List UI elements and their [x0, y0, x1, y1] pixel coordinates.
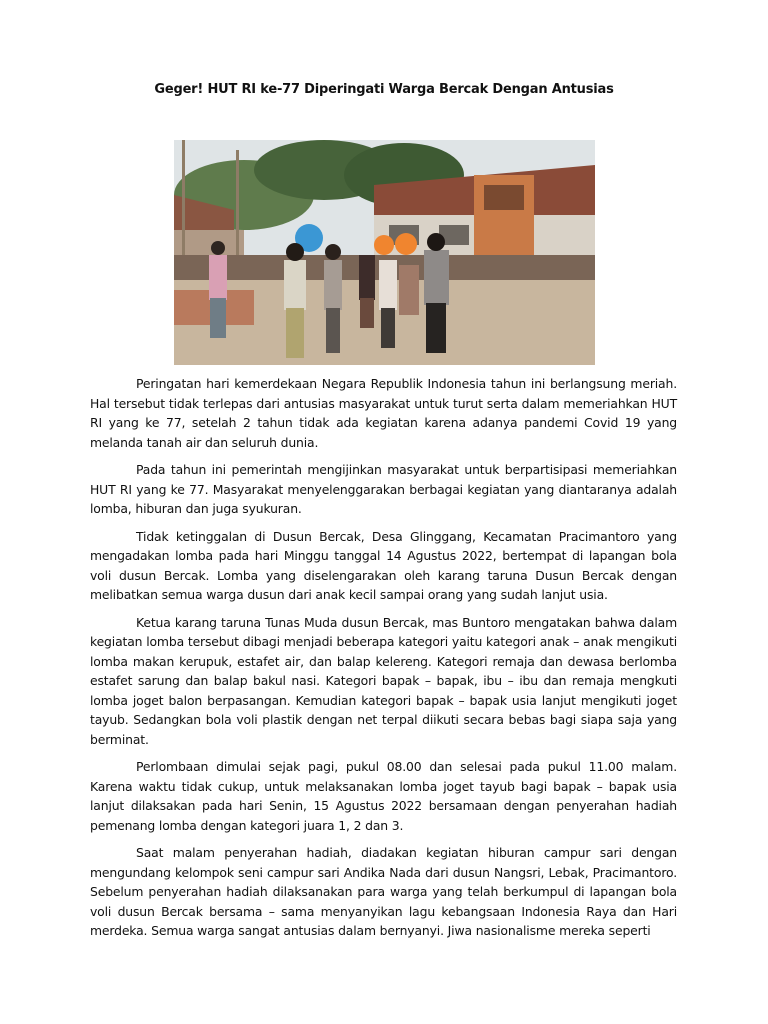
- paragraph-4: Ketua karang taruna Tunas Muda dusun Bercak, mas Buntoro mengatakan bahwa dalam kegiatan lomba tersebut dibagi menjadi beberapa kategori yaitu kategori anak – anak mengikuti lomba makan kerupuk, estafet air, dan balap kelereng. Kategori remaja dan dewasa berlomba estafet sarung dan balap bakul nasi. Kategori bapak – bapak, ibu – ibu dan remaja mengkuti lomba joget balon berpasangan. Kemudian kategori bapak – bapak usia lanjut mengikuti joget tayub. Sedangkan bola voli plastik dengan net terpal diikuti secara bebas bagi siapa saja yang berminat.: [90, 614, 677, 747]
- paragraph-6: Saat malam penyerahan hadiah, diadakan kegiatan hiburan campur sari dengan mengundang kelompok seni campur sari Andika Nada dari dusun Nangsri, Lebak, Pracimantoro. Sebelum penyerahan hadiah dilaksanakan para warga yang telah berkumpul di lapangan bola voli dusun Bercak bersama – sama menyanyikan lagu kebangsaan Indonesia Raya dan Hari merdeka. Semua warga sangat antusias dalam bernyanyi. Jiwa nasionalisme mereka seperti: [90, 845, 677, 938]
- paragraph-3: Tidak ketinggalan di Dusun Bercak, Desa Glinggang, Kecamatan Pracimantoro yang mengadakan lomba pada hari Minggu tanggal 14 Agustus 2022, bertempat di lapangan bola voli dusun Bercak. Lomba yang diselengarakan oleh karang taruna Dusun Bercak dengan melibatkan semua warga dusun dari anak kecil sampai orang yang sudah lanjut usia.: [90, 528, 677, 602]
- paragraph-1: Peringatan hari kemerdekaan Negara Republik Indonesia tahun ini berlangsung meriah. Hal tersebut tidak terlepas dari antusias masyarakat untuk turut serta dalam memeriahkan HUT RI yang ke 77, setelah 2 tahun tidak ada kegiatan karena adanya pandemi Covid 19 yang melanda tanah air dan seluruh dunia.: [90, 376, 677, 450]
- paragraph-2: Pada tahun ini pemerintah mengijinkan masyarakat untuk berpartisipasi memeriahkan HUT RI yang ke 77. Masyarakat menyelenggarakan berbagai kegiatan yang diantaranya adalah lomba, hiburan dan juga syukuran.: [90, 462, 677, 516]
- article-title: Geger! HUT RI ke-77 Diperingati Warga Bercak Dengan Antusias: [154, 82, 614, 97]
- article-body: [90, 374, 677, 949]
- paragraph-5: Perlombaan dimulai sejak pagi, pukul 08.00 dan selesai pada pukul 11.00 malam. Karena waktu tidak cukup, untuk melaksanakan lomba joget tayub bagi bapak – bapak usia lanjut dilaksakan pada hari Senin, 15 Agustus 2022 bersamaan dengan penyerahan hadiah pemenang lomba dengan kategori juara 1, 2 dan 3.: [90, 759, 677, 833]
- article-photo: [174, 140, 595, 365]
- photo-village-games-icon: [174, 140, 595, 365]
